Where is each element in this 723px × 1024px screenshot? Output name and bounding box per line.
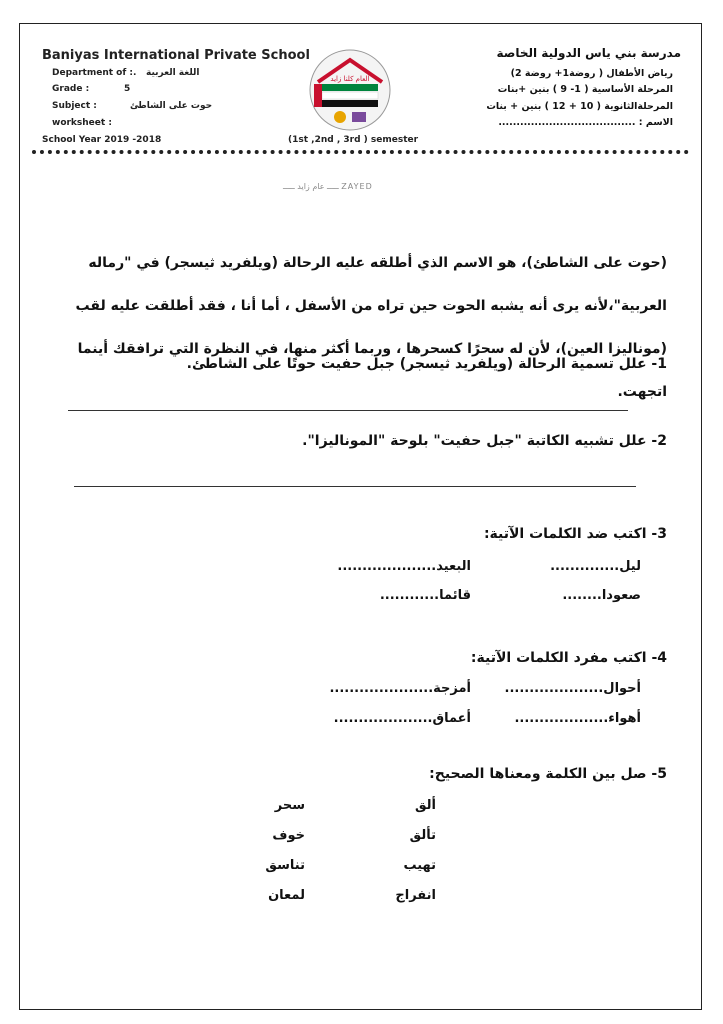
opposite-item-2[interactable]: البعيد.................... [337,559,471,574]
header-divider [32,150,689,154]
match-right-4[interactable]: لمعان [268,888,305,903]
secondary-stage: المرحلةالثانوية ( 10 + 12 ) بنين + بنات [486,101,673,112]
grade-label: Grade : [52,84,90,94]
match-left-3[interactable]: تهيب [403,858,436,873]
match-right-3[interactable]: تناسق [265,858,305,873]
student-name-field: الاسم : ...................................... [498,117,673,128]
match-right-2[interactable]: خوف [272,828,305,843]
match-left-1[interactable]: ألق [414,798,436,813]
department-value: اللغة العربية [146,68,200,78]
question-1: 1- علل تسمية الرحالة (ويلفريد ثيسجر) جبل حفيت حوتًا على الشاطئ. [186,356,667,372]
opposite-item-3[interactable]: صعودا........ [562,588,641,603]
subject-label: Subject : [52,101,97,111]
opposite-item-1[interactable]: ليل.............. [550,559,641,574]
grade-value: 5 [124,84,131,94]
question-3: 3- اكتب ضد الكلمات الآتية: [483,526,667,542]
subject-value: حوت على الشاطئ [130,101,213,111]
zayed-banner: ـــــ عام زايد ـــــ ZAYED [283,182,373,191]
singular-item-2[interactable]: أمزجة..................... [329,681,471,696]
question-5: 5- صل بين الكلمة ومعناها الصحيح: [429,766,667,782]
school-year: School Year 2019 -2018 [42,135,162,145]
logo-text: العام كلنا زايد [330,75,370,83]
singular-item-3[interactable]: أهواء................... [514,711,641,726]
match-right-1[interactable]: سحر [274,798,305,813]
school-name-ar: مدرسة بني ياس الدولية الخاصة [496,46,681,60]
singular-item-4[interactable]: أعماق.................... [333,711,471,726]
worksheet-label: worksheet : [52,118,112,128]
semester: (1st ,2nd , 3rd ) semester [288,135,419,145]
question-2: 2- علل تشبيه الكاتبة "جبل حفيت" بلوحة "الموناليزا". [302,433,667,449]
question-4: 4- اكتب مفرد الكلمات الآتية: [470,650,667,666]
answer-line-1[interactable] [68,410,628,411]
kg-stage: رياض الأطفال ( روضة1+ روضة 2) [510,68,673,79]
primary-stage: المرحلة الأساسية ( 1- 9 ) بنين +بنات [497,84,673,95]
school-logo [300,42,400,137]
match-left-4[interactable]: انفراج [395,888,436,903]
reading-passage: (حوت على الشاطئ)، هو الاسم الذي أطلقه عليه الرحالة (ويلفريد ثيسجر) في "رماله العربية"،لأنه يرى أنه يشبه الحوت حين تراه من الأسفل ، أما أنا ، فقد أطلقت عليه لقب (موناليزا العين)، لأن له سحرًا كسحرها ، وربما أكثر منها، في النظرة التي ترافقك أينما اتجهت. [75,255,667,400]
school-name-en: Baniyas International Private School [42,48,310,63]
singular-item-1[interactable]: أحوال.................... [504,681,641,696]
worksheet-page [19,23,702,1010]
match-left-2[interactable]: تألق [409,828,436,843]
opposite-item-4[interactable]: قائما............ [379,588,471,603]
department-label: Department of :. [52,68,137,78]
answer-line-2[interactable] [74,486,636,487]
